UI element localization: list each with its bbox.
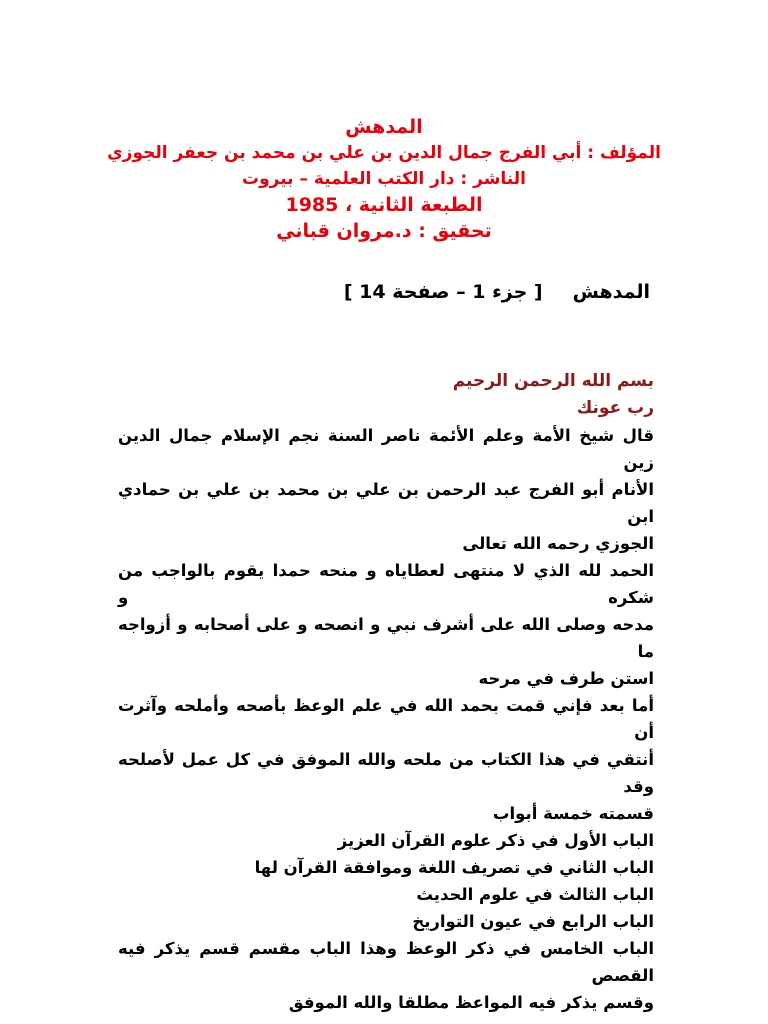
- source-reference: [344, 278, 650, 306]
- text-line: الباب الرابع في عيون التواريخ: [412, 912, 654, 931]
- text-line: أما بعد فإني قمت بحمد الله في علم الوعظ بأصحه وأملحه وآثرت أن: [118, 696, 654, 742]
- text-line: قال شيخ الأمة وعلم الأئمة ناصر السنة نجم الإسلام جمال الدين زين: [118, 426, 654, 472]
- invocation: رب عونك: [576, 398, 654, 418]
- source-book-name: المدهش: [572, 281, 650, 303]
- basmala: بسم الله الرحمن الرحيم: [452, 371, 654, 391]
- publisher-line: الناشر : دار الكتب العلمية – بيروت: [242, 169, 526, 189]
- book-title: المدهش: [345, 116, 423, 138]
- text-line: قسمته خمسة أبواب: [492, 804, 654, 823]
- text-line: مدحه وصلى الله على أشرف نبي و انصحه و على أصحابه و أزواجه ما: [118, 615, 654, 661]
- editor-line: تحقيق : د.مروان قباني: [276, 220, 492, 242]
- book-header: [100, 114, 668, 244]
- text-line: الأنام أبو الفرج عبد الرحمن بن علي بن محمد بن علي بن حمادي ابن: [118, 480, 654, 526]
- text-line: وقسم يذكر فيه المواعظ مطلقا والله الموفق: [288, 993, 654, 1012]
- author-line: المؤلف : أبي الفرج جمال الدين بن علي بن محمد بن جعفر الجوزي: [107, 143, 661, 163]
- text-line: الباب الأول في ذكر علوم القرآن العزيز: [337, 831, 654, 850]
- text-line: الباب الخامس في ذكر الوعظ وهذا الباب مقسم قسم يذكر فيه القصص: [118, 939, 654, 985]
- text-line: استن طرف في مرحه: [478, 669, 654, 688]
- main-text: [118, 368, 654, 1016]
- text-line: الباب الثالث في علوم الحديث: [416, 885, 654, 904]
- text-line: أنتقي في هذا الكتاب من ملحه والله الموفق في كل عمل لأصلحه وقد: [118, 750, 654, 796]
- text-line: الجوزي رحمه الله تعالى: [462, 534, 654, 553]
- text-line: الباب الثاني في تصريف اللغة وموافقة القرآن لها: [254, 858, 654, 877]
- edition-line: الطبعة الثانية ، 1985: [285, 194, 483, 216]
- source-volume-page: [ جزء 1 – صفحة 14 ]: [343, 281, 543, 303]
- text-line: الحمد لله الذي لا منتهى لعطاياه و منحه حمدا يقوم بالواجب من شكره و: [118, 561, 654, 607]
